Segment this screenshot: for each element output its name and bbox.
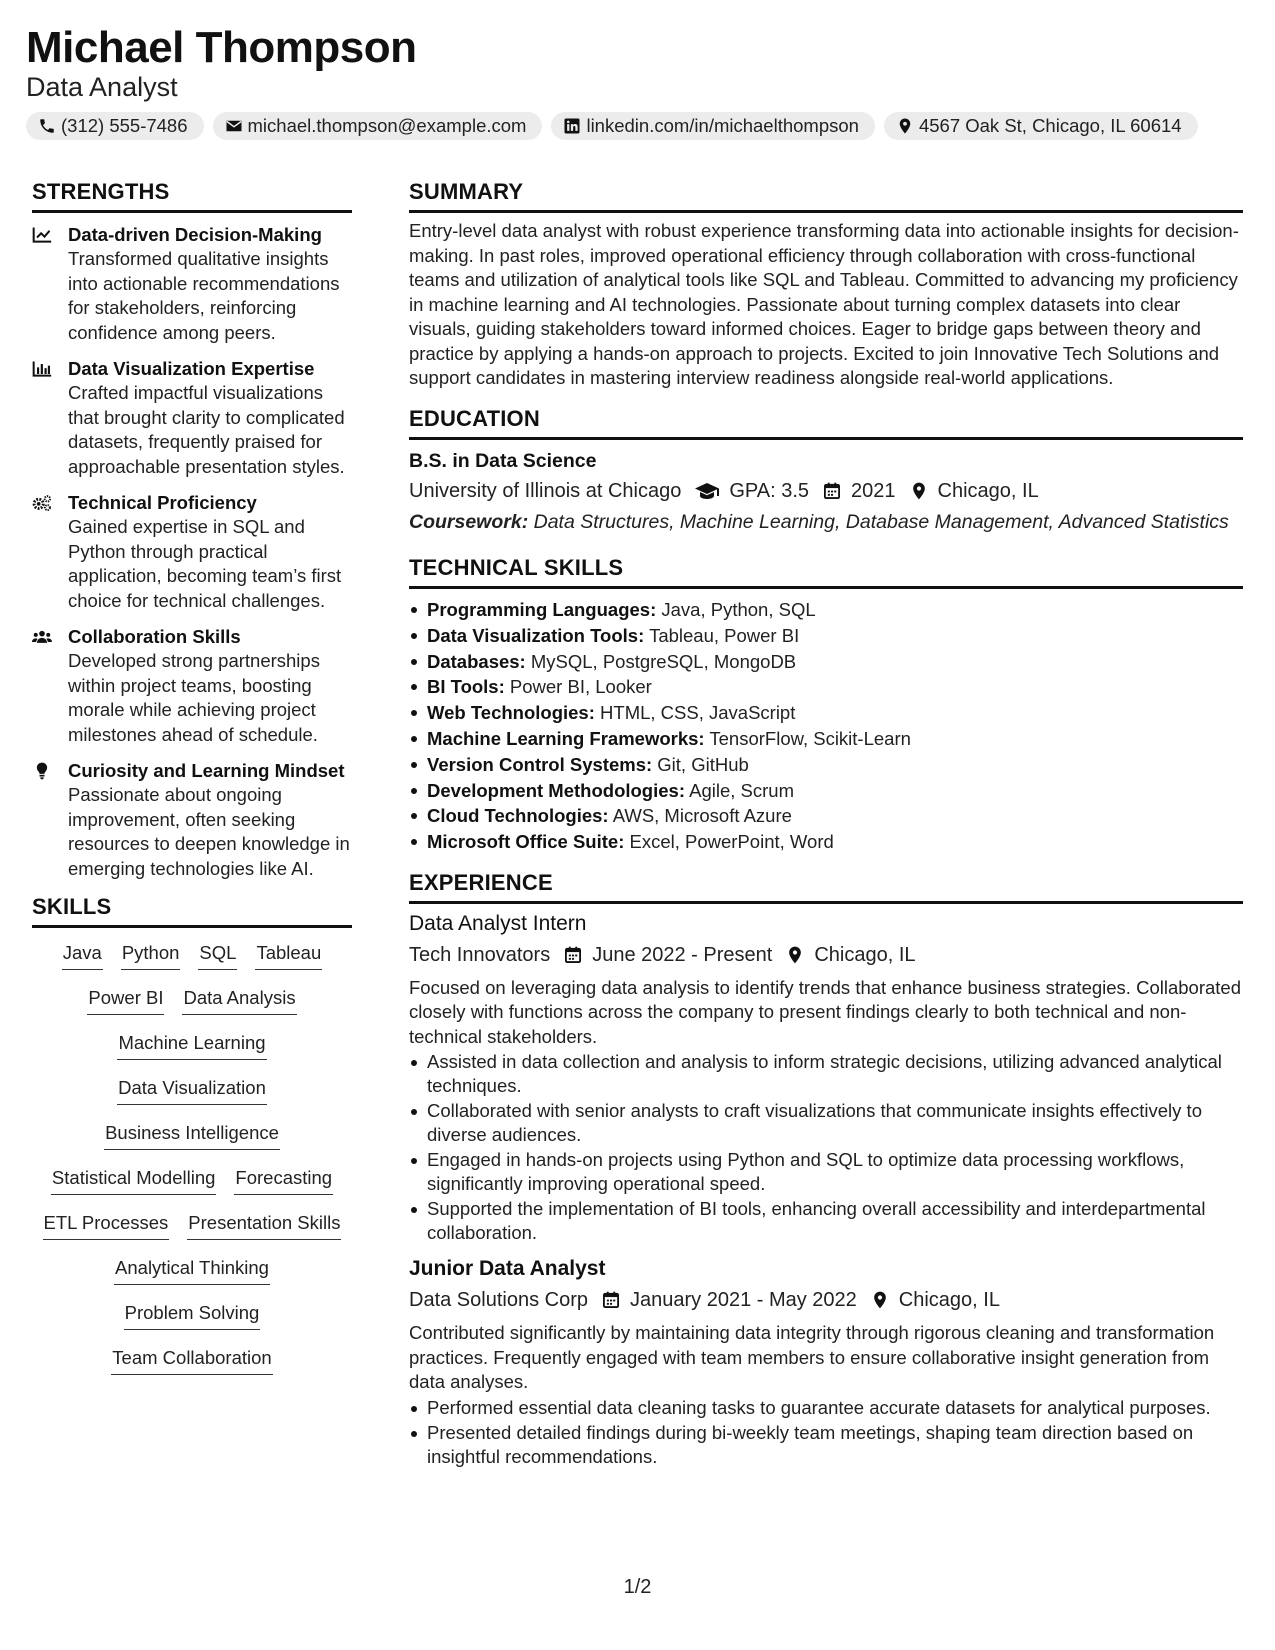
contact-address-text: 4567 Oak St, Chicago, IL 60614 [918, 115, 1182, 136]
lightbulb-icon [32, 762, 52, 780]
linkedin-icon [563, 117, 581, 135]
education-gpa: GPA: 3.5 [729, 479, 810, 502]
technical-skill-label: Web Technologies: [427, 702, 595, 724]
skill-row [43, 1210, 342, 1255]
strength-description: Passionate about ongoing improvement, often seeking resources to deepen knowledge in emerging technologies like AI. [68, 784, 350, 879]
job-bullet: Assisted in data collection and analysis to inform strategic decisions, utilizing advanced analytical techniques. [409, 1050, 1243, 1098]
skill-tag: Machine Learning [117, 1030, 266, 1060]
contact-email[interactable] [213, 112, 543, 140]
calendar-icon [601, 1290, 621, 1310]
page-number: 1/2 [623, 1576, 652, 1598]
gears-icon [32, 494, 52, 512]
technical-skill-value: Git, GitHub [657, 753, 749, 775]
map-pin-icon [870, 1290, 890, 1310]
education-heading: EDUCATION [409, 405, 1243, 440]
contact-address[interactable] [884, 112, 1198, 140]
strength-title: Technical Proficiency [68, 492, 257, 513]
education-location: Chicago, IL [937, 479, 1039, 502]
strength-title: Collaboration Skills [68, 626, 241, 647]
skill-tag: Problem Solving [124, 1300, 261, 1330]
technical-skill-label: Databases: [427, 650, 526, 672]
strengths-list [32, 223, 352, 881]
skills-list [32, 940, 352, 1390]
skill-row [124, 1300, 261, 1345]
resume-header [26, 22, 1249, 140]
technical-skill-label: Programming Languages: [427, 599, 657, 620]
contact-linkedin-text: linkedin.com/in/michaelthompson [586, 115, 859, 136]
technical-skills-section [409, 554, 1243, 855]
job-meta [409, 1285, 1243, 1315]
strength-item [32, 491, 352, 613]
calendar-icon [563, 945, 583, 965]
technical-skill-item [409, 778, 1243, 804]
contact-phone[interactable] [26, 112, 204, 140]
technical-skill-label: Data Visualization Tools: [427, 624, 645, 646]
skill-tag: Data Visualization [117, 1075, 267, 1105]
skill-tag: Data Analysis [182, 985, 296, 1015]
job-bullet: Engaged in hands-on projects using Python and SQL to optimize data processing workflows, significantly improving operational speed. [409, 1148, 1243, 1196]
skill-tag: Team Collaboration [111, 1345, 272, 1375]
technical-skill-label: Machine Learning Frameworks: [427, 727, 705, 749]
skill-tag: Java [62, 940, 103, 970]
coursework-list: Data Structures, Machine Learning, Database Management, Advanced Statistics [533, 510, 1229, 533]
job-bullet: Supported the implementation of BI tools, enhancing overall accessibility and interdepartmental collaboration. [409, 1197, 1243, 1245]
strength-item [32, 357, 352, 479]
skill-row [117, 1030, 266, 1075]
skill-tag: Presentation Skills [187, 1210, 341, 1240]
technical-skill-value: AWS, Microsoft Azure [612, 805, 792, 827]
candidate-name: Michael Thompson [26, 23, 417, 72]
strength-title: Data-driven Decision-Making [68, 224, 322, 245]
technical-skill-item [409, 752, 1243, 778]
strength-title: Data Visualization Expertise [68, 358, 315, 379]
skill-row [51, 1165, 333, 1210]
experience-entry [409, 910, 1243, 1246]
candidate-role: Data Analyst [26, 72, 178, 102]
contact-bar [26, 112, 1249, 140]
skill-row [87, 985, 296, 1030]
technical-skill-item [409, 674, 1243, 700]
summary-text: Entry-level data analyst with robust experience transforming data into actionable insights for decision-making. In past roles, improved operational efficiency through collaboration with cross-functional teams and utilization of analytical tools like SQL and Tableau. Committed to advancing my proficiency in machine learning and AI technologies. Passionate about turning complex datasets into clear visuals, guiding stakeholders toward informed choices. Eager to bridge gaps between theory and practice by applying a hands-on approach to projects. Excited to join Innovative Tech Solutions and support candidates in mastering interview readiness alongside real-world applications. [409, 220, 1239, 388]
contact-linkedin[interactable] [551, 112, 875, 140]
job-location: Chicago, IL [814, 943, 916, 966]
experience-section [409, 869, 1243, 1469]
line-chart-icon [32, 226, 52, 244]
skill-tag: Statistical Modelling [51, 1165, 217, 1195]
technical-skill-item [409, 803, 1243, 829]
technical-skill-item [409, 829, 1243, 855]
technical-skill-value: Java, Python, SQL [661, 599, 816, 620]
skill-tag: Tableau [255, 940, 322, 970]
skill-row [104, 1120, 280, 1165]
skills-heading: SKILLS [32, 893, 352, 928]
job-bullets [409, 1396, 1243, 1469]
map-pin-icon [785, 945, 805, 965]
technical-skill-value: Excel, PowerPoint, Word [629, 831, 834, 853]
strength-description: Transformed qualitative insights into actionable recommendations for stakeholders, reinforcing confidence among peers. [68, 248, 340, 343]
experience-heading: EXPERIENCE [409, 869, 1243, 904]
technical-skill-item [409, 700, 1243, 726]
technical-skills-list [409, 597, 1243, 855]
job-bullet: Collaborated with senior analysts to craft visualizations that communicate insights effectively to diverse audiences. [409, 1099, 1243, 1147]
education-school: University of Illinois at Chicago [409, 479, 682, 502]
strength-description: Crafted impactful visualizations that brought clarity to complicated datasets, frequently praised for approachable presentation styles. [68, 382, 345, 477]
technical-skill-label: Cloud Technologies: [427, 805, 609, 827]
technical-skill-value: Agile, Scrum [689, 779, 794, 801]
job-meta [409, 940, 1243, 970]
skill-tag: Python [121, 940, 181, 970]
job-title: Data Analyst Intern [409, 911, 587, 935]
strength-description: Gained expertise in SQL and Python through practical application, becoming team’s first choice for technical challenges. [68, 516, 342, 611]
skill-tag: Power BI [87, 985, 164, 1015]
contact-email-text: michael.thompson@example.com [247, 115, 527, 136]
education-degree: B.S. in Data Science [409, 449, 597, 472]
left-column [32, 178, 352, 1390]
skill-tag: SQL [198, 940, 237, 970]
technical-skill-item [409, 597, 1243, 623]
technical-skill-label: Microsoft Office Suite: [427, 831, 625, 853]
technical-skills-heading: TECHNICAL SKILLS [409, 554, 1243, 589]
job-company: Tech Innovators [409, 943, 551, 966]
job-company: Data Solutions Corp [409, 1289, 588, 1312]
skill-tag: Analytical Thinking [114, 1255, 270, 1285]
technical-skill-label: Development Methodologies: [427, 779, 685, 801]
job-dates: June 2022 - Present [592, 943, 773, 966]
strengths-heading: STRENGTHS [32, 178, 352, 213]
job-title: Junior Data Analyst [409, 1257, 606, 1281]
job-description: Contributed significantly by maintaining data integrity through rigorous cleaning and transformation practices. Frequently engaged with team members to ensure collaborative insight generation from data analyses. [409, 1322, 1215, 1393]
job-dates: January 2021 - May 2022 [629, 1289, 857, 1312]
technical-skill-item [409, 726, 1243, 752]
job-description: Focused on leveraging data analysis to identify trends that enhance business strategies. Collaborated closely with functions across the company to present findings clearly to both technical and non-technical stakeholders. [409, 976, 1241, 1047]
skill-tag: Business Intelligence [104, 1120, 280, 1150]
strength-description: Developed strong partnerships within project teams, boosting morale while achieving project milestones ahead of schedule. [68, 650, 320, 745]
skill-row [62, 940, 323, 985]
graduation-cap-icon [694, 481, 720, 501]
technical-skill-value: Tableau, Power BI [649, 624, 800, 646]
education-year: 2021 [851, 479, 896, 502]
technical-skill-label: BI Tools: [427, 676, 505, 698]
calendar-icon [822, 481, 842, 501]
summary-heading: SUMMARY [409, 178, 1243, 213]
skill-row [114, 1255, 270, 1300]
skill-tag: Forecasting [234, 1165, 333, 1195]
experience-entry [409, 1255, 1243, 1469]
technical-skill-value: Power BI, Looker [509, 676, 652, 698]
skill-row [111, 1345, 272, 1390]
strength-title: Curiosity and Learning Mindset [68, 760, 345, 781]
users-icon [32, 628, 52, 646]
technical-skill-value: MySQL, PostgreSQL, MongoDB [530, 650, 797, 672]
bar-chart-icon [32, 360, 52, 378]
skill-tag: ETL Processes [43, 1210, 170, 1240]
coursework-label: Coursework: [409, 510, 529, 533]
education-meta [409, 476, 1243, 506]
strength-item [32, 625, 352, 747]
job-location: Chicago, IL [898, 1289, 1000, 1312]
envelope-icon [225, 117, 243, 135]
technical-skill-label: Version Control Systems: [427, 753, 653, 775]
skill-row [117, 1075, 267, 1120]
education-section [409, 405, 1243, 535]
strength-item [32, 223, 352, 345]
right-column [409, 178, 1243, 1470]
technical-skill-item [409, 623, 1243, 649]
technical-skill-item [409, 649, 1243, 675]
job-bullets [409, 1050, 1243, 1245]
map-pin-icon [909, 481, 929, 501]
contact-phone-text: (312) 555-7486 [61, 115, 188, 136]
job-bullet: Presented detailed findings during bi-weekly team meetings, shaping team direction based on insightful recommendations. [409, 1421, 1243, 1469]
education-coursework [409, 510, 1243, 535]
phone-icon [38, 117, 56, 135]
map-pin-icon [896, 117, 914, 135]
technical-skill-value: TensorFlow, Scikit-Learn [709, 727, 911, 749]
job-bullet: Performed essential data cleaning tasks to guarantee accurate datasets for analytical purposes. [409, 1396, 1243, 1420]
technical-skill-value: HTML, CSS, JavaScript [600, 702, 796, 724]
strength-item [32, 759, 352, 881]
